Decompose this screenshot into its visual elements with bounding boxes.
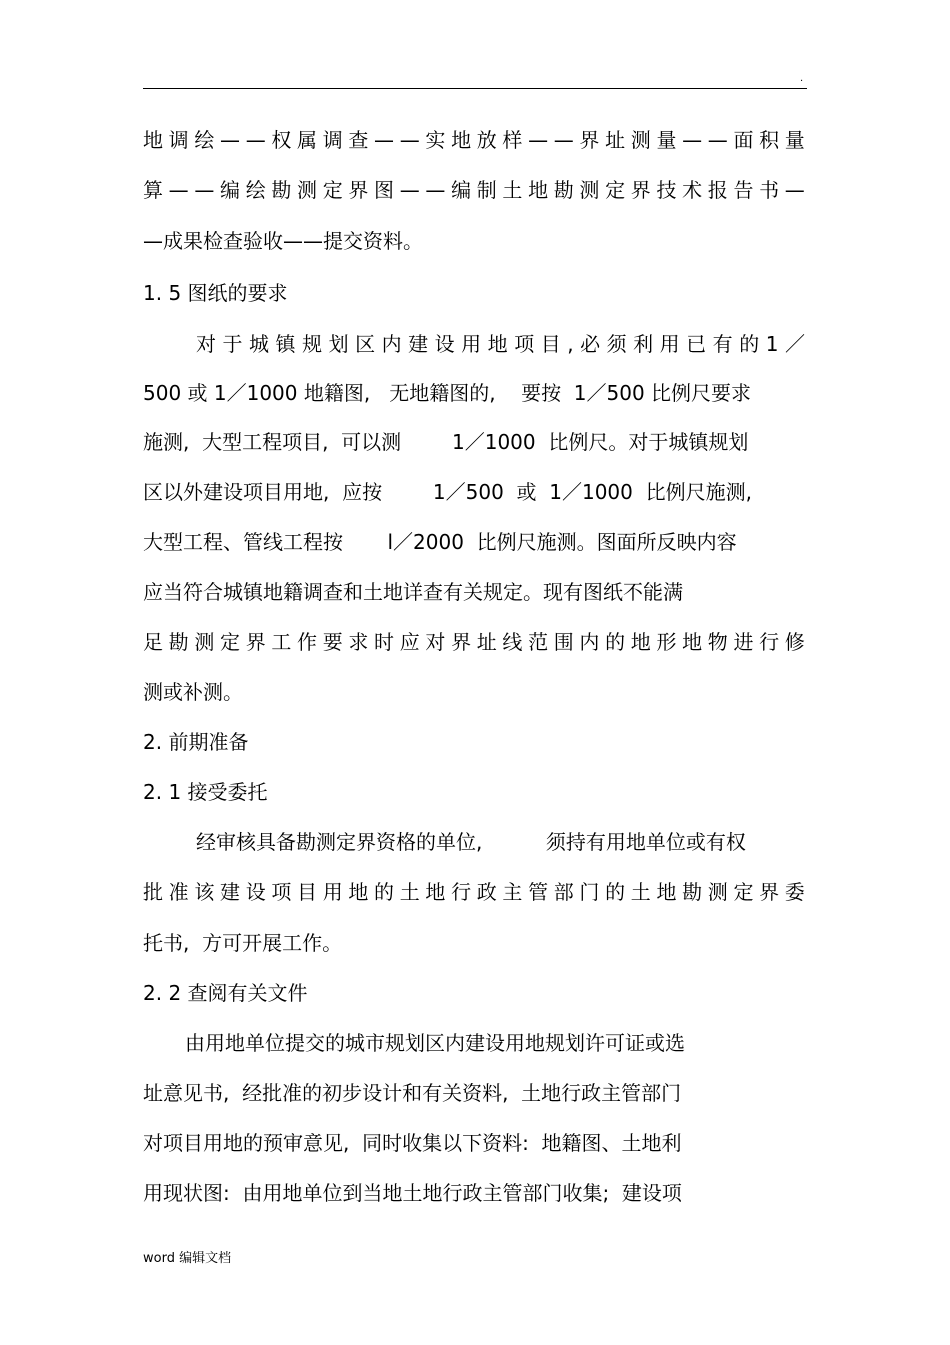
text-line: 2. 2 查阅有关文件 [143, 981, 308, 1005]
footer-label: word 编辑文档 [143, 1251, 232, 1266]
text-line: 对 于 城 镇 规 划 区 内 建 设 用 地 项 目 , 必 须 利 用 已 有 的 1 ／ [196, 332, 805, 356]
text-line: 施测, 大型工程项目, 可以测 1／1000 比例尺。对于城镇规划 [143, 430, 749, 454]
text-line: 500 或 1／1000 地籍图, 无地籍图的, 要按 1／500 比例尺要求 [143, 381, 752, 405]
text-line: 1. 5 图纸的要求 [143, 281, 288, 305]
text-line: 址意见书, 经批准的初步设计和有关资料, 土地行政主管部门 [143, 1081, 682, 1105]
text-line: 大型工程、管线工程按 l／2000 比例尺施测。图面所反映内容 [143, 530, 737, 554]
text-line: 地 调 绘 — — 权 属 调 查 — — 实 地 放 样 — — 界 址 测 量 — — 面 积 量 [143, 128, 805, 152]
text-line: 批 准 该 建 设 项 目 用 地 的 土 地 行 政 主 管 部 门 的 土 地 勘 测 定 界 委 [143, 880, 805, 904]
header-dot: . [800, 73, 804, 84]
text-line: 用现状图: 由用地单位到当地土地行政主管部门收集; 建设项 [143, 1181, 682, 1205]
text-line: 经审核具备勘测定界资格的单位, 须持有用地单位或有权 [196, 830, 746, 854]
text-line: 足 勘 测 定 界 工 作 要 求 时 应 对 界 址 线 范 围 内 的 地 形 地 物 进 行 修 [143, 630, 805, 654]
text-line: 2. 前期准备 [143, 730, 249, 754]
text-line: 由用地单位提交的城市规划区内建设用地规划许可证或选 [185, 1031, 685, 1055]
header-rule [143, 88, 807, 89]
text-line: 对项目用地的预审意见, 同时收集以下资料: 地籍图、土地利 [143, 1131, 682, 1155]
text-line: 应当符合城镇地籍调查和土地详查有关规定。现有图纸不能满 [143, 580, 683, 604]
text-line: 测或补测。 [143, 680, 243, 704]
text-line: 算 — — 编 绘 勘 测 定 界 图 — — 编 制 土 地 勘 测 定 界 技 术 报 告 书 — [143, 178, 805, 202]
text-line: 托书, 方可开展工作。 [143, 931, 343, 955]
text-line: 2. 1 接受委托 [143, 780, 268, 804]
text-line: —成果检查验收——提交资料。 [143, 229, 423, 253]
text-line: 区以外建设项目用地, 应按 1／500 或 1／1000 比例尺施测, [143, 480, 752, 504]
